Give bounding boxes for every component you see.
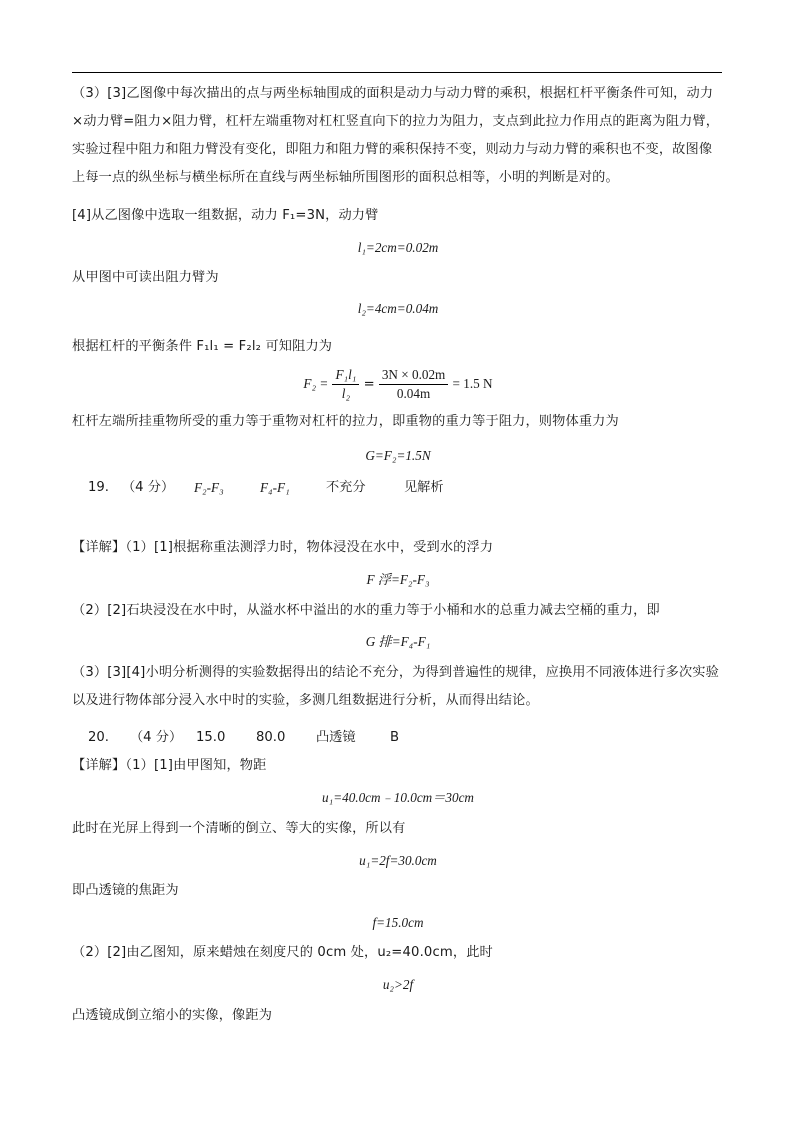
paragraph-conclusion: （3）[3][4]小明分析测得的实验数据得出的结论不充分，为得到普遍性的规律，应换用不同液体进行多次实验以及进行物体部分浸入水中时的实验，多测几组数据进行分析，从而得出结论。 [72,665,719,708]
paragraph-overflow: （2）[2]石块浸没在水中时，从溢水杯中溢出的水的重力等于小桶和水的总重力减去空桶的重力，即 [72,603,660,618]
answer-row-19 [72,478,724,498]
paragraph-balance-condition: 根据杠杆的平衡条件 F₁l₁ = F₂l₂ 可知阻力为 [72,339,333,354]
fraction-numeric [379,366,448,403]
paragraph-buoyancy: 【详解】（1）[1]根据称重法测浮力时，物体浸没在水中，受到水的浮力 [72,540,494,555]
header-rule [72,72,722,73]
equation-u2: u₂>2f [382,977,414,992]
equation-g-displaced: G 排=F₄-F₁ [365,634,431,649]
fraction-numerator-2: 3N × 0.02m [379,366,448,385]
answer-19-1: F₂-F₃ [194,480,224,495]
fraction-denominator-1: l₂ [341,385,351,401]
equation-l2: l₂=4cm=0.04m [357,301,439,316]
paragraph-equal-image: 此时在光屏上得到一个清晰的倒立、等大的实像，所以有 [72,821,406,836]
answer-19-4: 见解析 [404,480,444,495]
paragraph-focal-length: 即凸透镜的焦距为 [72,883,179,898]
equation-f-buoyancy: F 浮=F₂-F₃ [366,572,430,587]
equation-f2-fraction [72,364,724,405]
eq3-equals: = [363,377,375,392]
answer-20-2: 80.0 [256,730,286,745]
question-number-20: 20. [88,730,109,745]
answer-20-1: 15.0 [196,730,226,745]
equation-f: f=15.0cm [372,915,424,930]
paragraph-object-distance: 【详解】（1）[1]由甲图知，物距 [72,758,267,773]
fraction-numerator-1: F₁l₁ [332,366,359,385]
answer-20-4: B [390,730,400,745]
equation-l1: l₁=2cm=0.02m [357,240,439,255]
question-score-19: （4 分） [122,480,175,495]
paragraph-lever-area: （3）[3]乙图像中每次描出的点与两坐标轴围成的面积是动力与动力臂的乘积，根据杠杆平衡条件可知，动力×动力臂=阻力×阻力臂，杠杆左端重物对杠杠竖直向下的拉力为阻力，支点到此拉力作用点的距离为阻力臂，实验过程中阻力和阻力臂没有变化，即阻力和阻力臂的乘积保持不变，则动力与动力臂的乘积也不变，故图像上每一点的纵坐标与横坐标所在直线与两坐标轴所围图形的面积总相等，小明的判断是对的。 [72,86,720,185]
fraction-symbolic [332,366,359,403]
answer-19-3: 不充分 [326,480,366,495]
paragraph-select-data: [4]从乙图像中选取一组数据，动力 F₁=3N，动力臂 [72,208,379,223]
answer-19-2: F₄-F₁ [260,480,290,495]
equation-g: G=F₂=1.5N [365,448,431,463]
answer-row-20 [72,728,724,748]
question-number-19: 19. [88,480,109,495]
paragraph-object-weight: 杠杆左端所挂重物所受的重力等于重物对杠杆的拉力，即重物的重力等于阻力，则物体重力为 [72,414,619,429]
paragraph-candle-position: （2）[2]由乙图知，原来蜡烛在刻度尺的 0cm 处，u₂=40.0cm，此时 [72,945,493,960]
equation-u1: u₁=40.0cm﹣10.0cm＝30cm [322,790,474,805]
answer-20-3: 凸透镜 [316,730,356,745]
fraction-denominator-2: 0.04m [396,385,431,401]
paragraph-resistance-arm: 从甲图中可读出阻力臂为 [72,270,219,285]
eq3-lhs: F₂ = [303,376,329,391]
question-score-20: （4 分） [130,730,183,745]
equation-u1-2f: u₁=2f=30.0cm [359,853,437,868]
paragraph-image-distance: 凸透镜成倒立缩小的实像，像距为 [72,1008,273,1023]
eq3-result: = 1.5 N [452,376,493,391]
